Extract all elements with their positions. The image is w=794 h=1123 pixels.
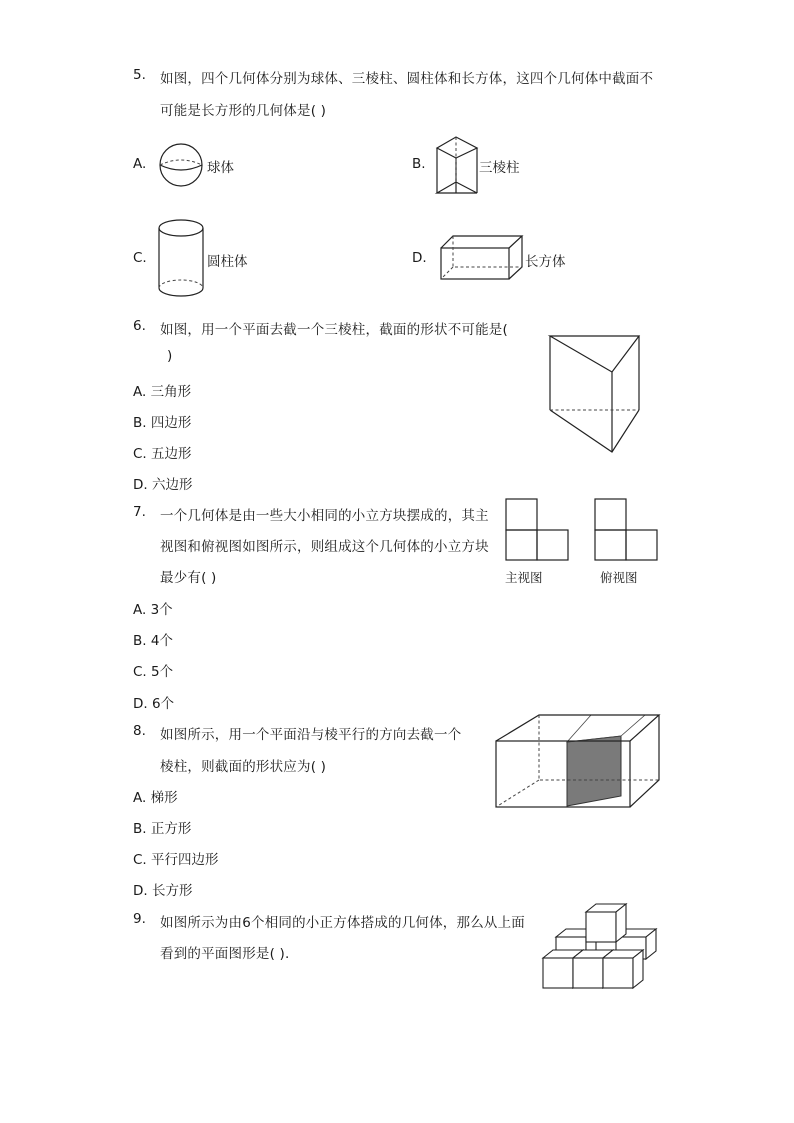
q6-option-b-letter: B. bbox=[133, 415, 147, 431]
question-7-stem-line-3: 最少有( ) bbox=[160, 570, 217, 586]
q8-option-c-letter: C. bbox=[133, 852, 147, 868]
q7-option-b-text: 4个 bbox=[150, 633, 173, 649]
question-6-stem-line-2: ) bbox=[167, 348, 173, 364]
q6-option-a[interactable] bbox=[133, 380, 191, 400]
sphere-figure bbox=[158, 142, 204, 188]
q5-option-d-text: 长方体 bbox=[525, 254, 566, 270]
q7-option-a-text: 3个 bbox=[150, 602, 173, 618]
triangular-prism-figure bbox=[436, 136, 478, 194]
stacked-cubes-figure bbox=[542, 904, 656, 990]
q5-option-b-text: 三棱柱 bbox=[479, 160, 520, 176]
q6-option-a-text: 三角形 bbox=[150, 384, 192, 400]
q8-option-a[interactable] bbox=[133, 786, 178, 806]
q7-option-c[interactable] bbox=[133, 660, 173, 680]
cut-prism-figure bbox=[495, 714, 661, 810]
question-8-stem-line-1: 如图所示，用一个平面沿与棱平行的方向去截一个 bbox=[160, 727, 462, 743]
cuboid-figure bbox=[440, 235, 524, 281]
q6-option-a-letter: A. bbox=[133, 384, 147, 400]
q6-option-b[interactable] bbox=[133, 411, 191, 431]
triangular-prism-large-figure bbox=[549, 332, 642, 456]
q6-option-d-text: 六边形 bbox=[151, 477, 193, 493]
q6-option-c-letter: C. bbox=[133, 446, 147, 462]
q8-option-b-text: 正方形 bbox=[150, 821, 192, 837]
q5-option-a-letter[interactable]: A. bbox=[133, 156, 147, 172]
q7-option-d-text: 6个 bbox=[151, 696, 175, 712]
front-view-grid bbox=[505, 498, 569, 562]
question-6-stem-line-1: 如图，用一个平面去截一个三棱柱，截面的形状不可能是( bbox=[160, 322, 508, 338]
q8-option-c-text: 平行四边形 bbox=[151, 852, 219, 868]
q8-option-d-letter: D. bbox=[133, 883, 148, 899]
q5-option-c-text: 圆柱体 bbox=[207, 254, 248, 270]
question-5-stem-line-1: 如图，四个几何体分别为球体、三棱柱、圆柱体和长方体，这四个几何体中截面不 bbox=[160, 71, 654, 87]
q8-option-b[interactable] bbox=[133, 817, 191, 837]
question-7-number: 7. bbox=[133, 504, 146, 520]
q6-option-d-letter: D. bbox=[133, 477, 148, 493]
question-9-number: 9. bbox=[133, 911, 146, 927]
question-5-stem-line-2: 可能是长方形的几何体是( ) bbox=[160, 103, 327, 119]
question-9-stem-line-1: 如图所示为由6个相同的小正方体搭成的几何体，那么从上面 bbox=[160, 915, 525, 931]
question-5-number: 5. bbox=[133, 67, 146, 83]
question-7-stem-line-1: 一个几何体是由一些大小相同的小立方块摆成的，其主 bbox=[160, 508, 489, 524]
question-9-stem-line-2: 看到的平面图形是( ). bbox=[160, 946, 290, 962]
question-7-stem-line-2: 视图和俯视图如图所示，则组成这个几何体的小立方块 bbox=[160, 539, 489, 555]
q8-option-a-text: 梯形 bbox=[150, 790, 178, 806]
q7-option-c-letter: C. bbox=[133, 664, 147, 680]
q7-option-a[interactable] bbox=[133, 598, 173, 618]
q6-option-c[interactable] bbox=[133, 442, 192, 462]
q6-option-b-text: 四边形 bbox=[150, 415, 192, 431]
q8-option-c[interactable] bbox=[133, 848, 219, 868]
question-8-number: 8. bbox=[133, 723, 146, 739]
q7-option-d-letter: D. bbox=[133, 696, 148, 712]
q8-option-b-letter: B. bbox=[133, 821, 147, 837]
q8-option-a-letter: A. bbox=[133, 790, 147, 806]
q5-option-b-letter[interactable]: B. bbox=[412, 156, 426, 172]
question-6-number: 6. bbox=[133, 318, 146, 334]
q7-option-d[interactable] bbox=[133, 692, 174, 712]
q5-option-a-text: 球体 bbox=[207, 160, 234, 176]
q5-option-c-letter[interactable]: C. bbox=[133, 250, 147, 266]
q7-option-a-letter: A. bbox=[133, 602, 147, 618]
q7-option-c-text: 5个 bbox=[151, 664, 174, 680]
cylinder-figure bbox=[157, 219, 205, 299]
q6-option-c-text: 五边形 bbox=[151, 446, 192, 462]
q8-option-d-text: 长方形 bbox=[151, 883, 193, 899]
q7-option-b[interactable] bbox=[133, 629, 173, 649]
top-view-grid bbox=[594, 498, 658, 562]
top-view-caption: 俯视图 bbox=[600, 570, 638, 585]
question-8-stem-line-2: 棱柱，则截面的形状应为( ) bbox=[160, 759, 327, 775]
q8-option-d[interactable] bbox=[133, 879, 192, 899]
q6-option-d[interactable] bbox=[133, 473, 192, 493]
front-view-caption: 主视图 bbox=[505, 570, 543, 585]
q7-option-b-letter: B. bbox=[133, 633, 147, 649]
q5-option-d-letter[interactable]: D. bbox=[412, 250, 427, 266]
